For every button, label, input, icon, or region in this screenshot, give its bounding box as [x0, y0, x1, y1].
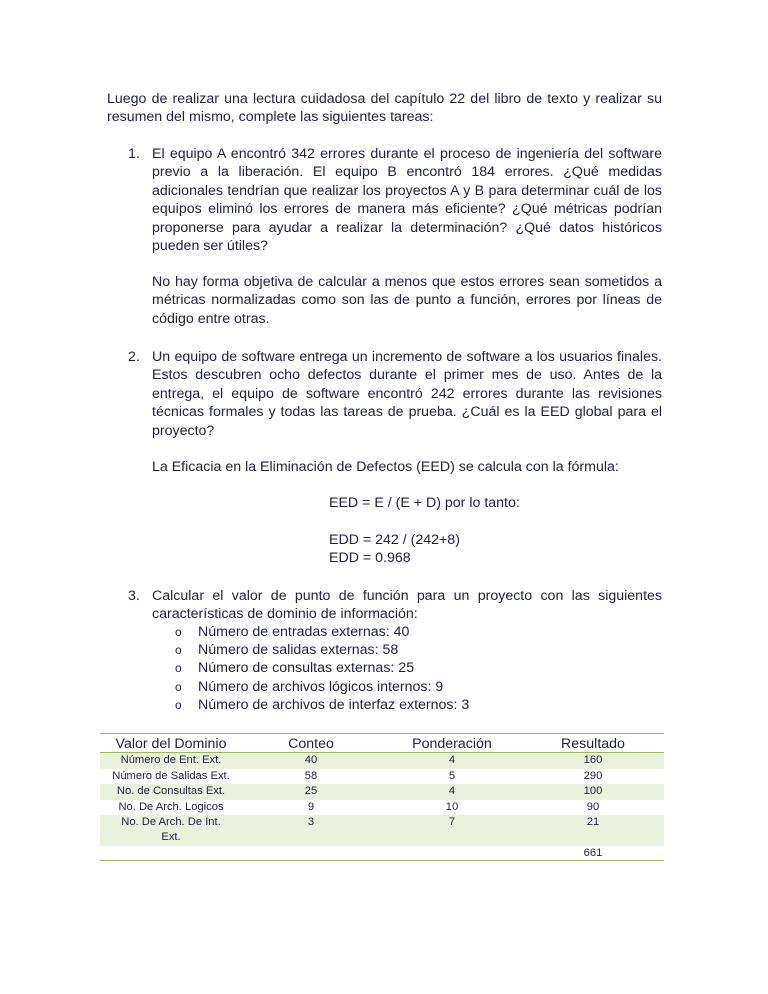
q2-number: 2.: [128, 349, 140, 365]
cell-count: 40: [304, 754, 318, 766]
cell-count: 9: [307, 801, 315, 813]
cell-domain: No. De Arch. Logicos: [118, 801, 224, 813]
cell-domain: No. de Consultas Ext.: [116, 785, 226, 797]
cell-result: 290: [583, 770, 603, 782]
bullet-marker: o: [175, 625, 182, 639]
q3-number: 3.: [128, 588, 140, 604]
bullet-item: Número de entradas externas: 40: [198, 624, 410, 640]
cell-weight: 5: [448, 770, 456, 782]
q1-answer: No hay forma objetiva de calcular a menos que estos errores sean sometidos a métricas normalizadas como son las de punto a función, errores por líneas de código entre otras.: [152, 274, 662, 327]
cell-weight: 4: [448, 785, 456, 797]
cell-weight: 10: [445, 801, 459, 813]
q2-answer-intro: La Eficacia en la Eliminación de Defectos (EED) se calcula con la fórmula:: [152, 459, 619, 475]
table-row: [100, 815, 664, 846]
header-valor-dominio: Valor del Dominio: [115, 736, 227, 752]
cell-weight: 7: [448, 816, 456, 828]
cell-domain: Número de Ent. Ext.: [120, 754, 222, 766]
bullet-item: Número de archivos lógicos internos: 9: [198, 679, 444, 695]
cell-result: 90: [586, 801, 600, 813]
header-ponderacion: Ponderación: [412, 736, 492, 752]
bullet-marker: o: [175, 680, 182, 694]
cell-result: 160: [583, 754, 603, 766]
table-row: [100, 800, 664, 815]
table-header: [100, 733, 664, 753]
bullet-item: Número de consultas externas: 25: [198, 660, 415, 676]
cell-count: 58: [304, 770, 318, 782]
table-bottom-rule: [100, 860, 664, 861]
cell-count: 25: [304, 785, 318, 797]
table-row: [100, 769, 664, 784]
table-row: [100, 753, 664, 769]
header-conteo: Conteo: [288, 736, 334, 752]
header-resultado: Resultado: [561, 736, 625, 752]
cell-domain: Número de Salidas Ext.: [112, 770, 230, 782]
q2-question: Un equipo de software entrega un incremento de software a los usuarios finales. Estos descubren ocho defectos durante el primer mes de uso. Antes de la entrega, el equipo de software encontró 242 errores durante las revisiones técnicas formales y todas las tareas de prueba. ¿Cuál es la EED global para el proyecto?: [152, 349, 662, 439]
bullet-marker: o: [175, 661, 182, 675]
cell-domain: No. De Arch. De Int. Ext.: [121, 816, 221, 843]
q1-question: El equipo A encontró 342 errores durante el proceso de ingeniería del software previo a la liberación. El equipo B encontró 184 errores. ¿Qué medidas adicionales tendrían que realizar los proyectos A y B para determinar cuál de los equipos eliminó los errores de manera más eficiente? ¿Qué métricas podrían proponerse para ayudar a realizar la determinación? ¿Qué datos históricos pueden ser útiles?: [152, 146, 662, 255]
cell-result: 21: [586, 816, 600, 828]
q2-formula: EED = E / (E + D) por lo tanto:: [329, 495, 520, 511]
q2-calculation: EDD = 242 / (242+8): [329, 532, 460, 548]
q1-number: 1.: [128, 146, 140, 162]
intro-paragraph: Luego de realizar una lectura cuidadosa del capítulo 22 del libro de texto y realizar su resumen del mismo, complete las siguientes tareas:: [107, 91, 662, 126]
cell-weight: 4: [448, 754, 456, 766]
table-row: [100, 784, 664, 800]
cell-count: 3: [307, 816, 315, 828]
bullet-marker: o: [175, 698, 182, 712]
q3-question: Calcular el valor de punto de función para un proyecto con las siguientes características de dominio de información:: [152, 588, 662, 623]
bullet-item: Número de salidas externas: 58: [198, 642, 399, 658]
cell-result: 100: [583, 785, 603, 797]
bullet-marker: o: [175, 643, 182, 657]
table-total-row: [100, 846, 664, 860]
total-result: 661: [583, 847, 603, 859]
q2-result: EDD = 0.968: [329, 550, 411, 566]
bullet-item: Número de archivos de interfaz externos: 3: [198, 697, 470, 713]
